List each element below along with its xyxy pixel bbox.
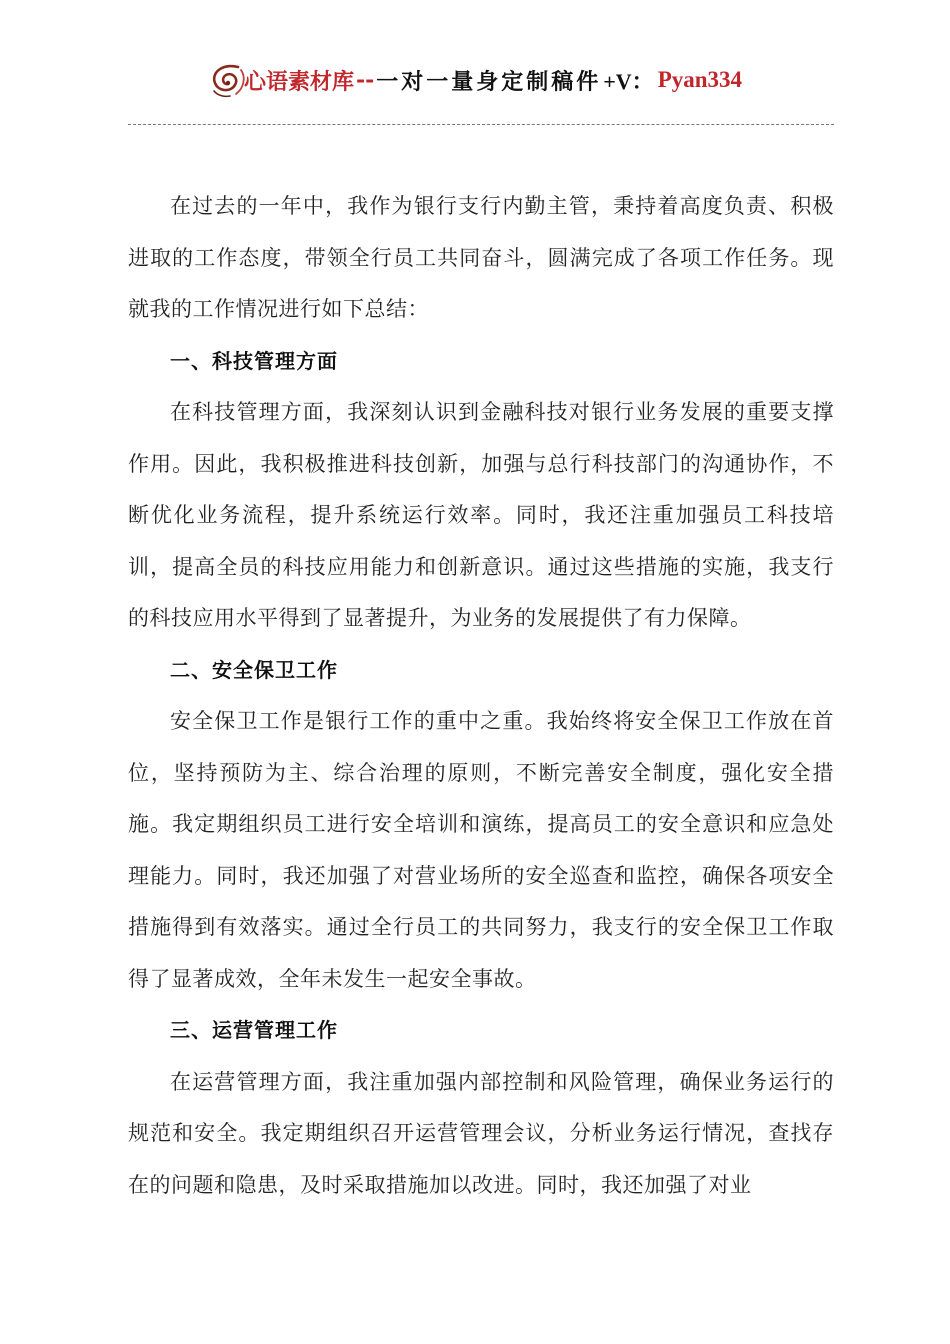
contact-label: +V：: [603, 68, 654, 94]
page-header: [0, 60, 950, 100]
section-heading-tech: 一、科技管理方面: [170, 348, 338, 373]
header-divider: [128, 124, 834, 125]
intro-paragraph: 在过去的一年中，我作为银行支行内勤主管，秉持着高度负责、积极进取的工作态度，带领全行员工共同奋斗，圆满完成了各项工作任务。现就我的工作情况进行如下总结：: [128, 194, 834, 321]
brand-name: 心语素材库: [243, 68, 354, 95]
header-separator: --: [355, 67, 375, 93]
section-heading-security: 二、安全保卫工作: [170, 657, 338, 682]
document-body: [128, 181, 834, 1211]
section-body-security: 安全保卫工作是银行工作的重中之重。我始终将安全保卫工作放在首位，坚持预防为主、综合治理的原则，不断完善安全制度，强化安全措施。我定期组织员工进行安全培训和演练，提高员工的安全意识和应急处理能力。同时，我还加强了对营业场所的安全巡查和监控，确保各项安全措施得到有效落实。通过全行员工的共同努力，我支行的安全保卫工作取得了显著成效，全年未发生一起安全事故。: [128, 709, 834, 991]
header-tagline: 一对一量身定制稿件: [376, 68, 602, 95]
section-heading-operations: 三、运营管理工作: [170, 1018, 338, 1042]
section-body-tech: 在科技管理方面，我深刻认识到金融科技对银行业务发展的重要支撑作用。因此，我积极推进科技创新，加强与总行科技部门的沟通协作，不断优化业务流程，提升系统运行效率。同时，我还注重加强员工科技培训，提高全员的科技应用能力和创新意识。通过这些措施的实施，我支行的科技应用水平得到了显著提升，为业务的发展提供了有力保障。: [128, 400, 834, 630]
section-body-operations: 在运营管理方面，我注重加强内部控制和风险管理，确保业务运行的规范和安全。我定期组织召开运营管理会议，分析业务运行情况，查找存在的问题和隐患，及时采取措施加以改进。同时，我还加强了对业: [128, 1069, 834, 1197]
contact-id: Pyan334: [657, 67, 743, 92]
brand-logo: [208, 61, 354, 99]
